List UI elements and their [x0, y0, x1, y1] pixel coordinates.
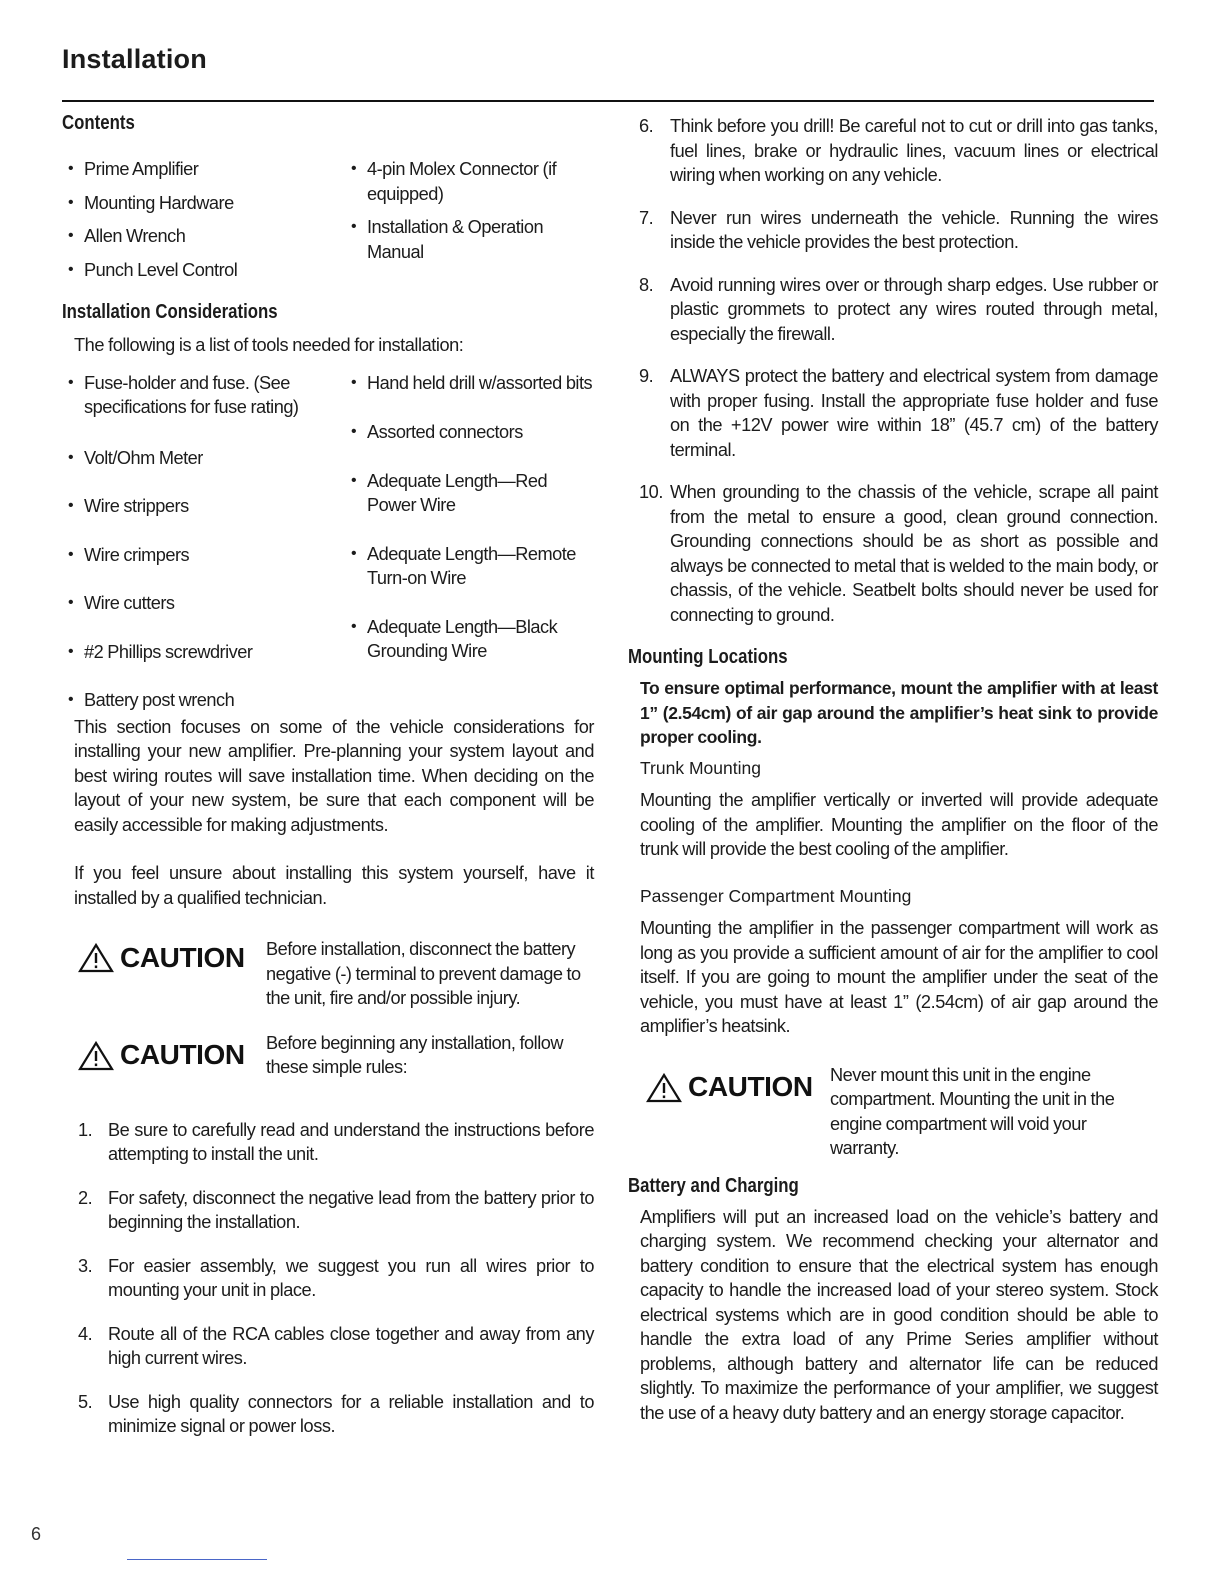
considerations-heading: Installation Considerations	[62, 301, 278, 323]
list-item: • Wire crimpers	[62, 543, 337, 568]
list-item: • Adequate Length—Remote Turn-on Wire	[345, 542, 595, 591]
trunk-mounting-heading: Trunk Mounting	[640, 757, 761, 778]
list-number: 5.	[78, 1391, 93, 1412]
considerations-paragraph-1: This section focuses on some of the vehicle considerations for installing your new amplifier. Pre-planning your system layout and best wiring routes will save installation time. When deciding on the layout of your new system, be sure that each component will be easily accessible for making adjustments.	[74, 716, 594, 835]
list-item: • Punch Level Control	[62, 258, 337, 283]
contents-heading: Contents	[62, 112, 135, 134]
list-item-text: For safety, disconnect the negative lead from the battery prior to beginning the installation.	[108, 1187, 594, 1232]
list-number: 3.	[78, 1255, 93, 1276]
title-divider	[62, 100, 1154, 102]
caution-box-3	[628, 1063, 1158, 1161]
list-item	[62, 1186, 594, 1235]
warning-triangle-icon	[78, 943, 114, 973]
list-item: • Mounting Hardware	[62, 191, 337, 216]
list-number: 6.	[639, 116, 654, 136]
list-item: • Assorted connectors	[345, 420, 595, 445]
list-item: • Battery post wrench	[62, 688, 337, 713]
list-item: • Volt/Ohm Meter	[62, 446, 337, 471]
page-title: Installation	[62, 44, 207, 74]
mounting-heading: Mounting Locations	[628, 646, 788, 668]
list-item-text: Think before you drill! Be careful not to cut or drill into gas tanks, fuel lines, brake or hydraulic lines, vacuum lines or electrical wiring when working on any vehicle.	[670, 116, 1158, 185]
caution-text: Never mount this unit in the engine compartment. Mounting the unit in the engine compartment will void your warranty.	[830, 1064, 1115, 1158]
caution-box-2	[62, 1031, 594, 1080]
list-item: • Wire cutters	[62, 591, 337, 616]
caution-text: Before beginning any installation, follow these simple rules:	[266, 1032, 563, 1077]
footer-rule	[127, 1559, 267, 1560]
caution-label: CAUTION	[120, 941, 245, 973]
caution-badge	[78, 1041, 266, 1071]
list-item	[628, 480, 1158, 627]
tools-col-1	[62, 371, 337, 713]
list-item-text: When grounding to the chassis of the vehicle, scrape all paint from the metal to ensure a good, clean ground connection. Grounding connections should be as short as possible and always be connected to metal that is welded to the main body, or chassis, of the vehicle. Seatbelt bolts should never be used for connecting to ground.	[670, 482, 1158, 625]
right-column	[628, 110, 1158, 1425]
list-number: 4.	[78, 1323, 93, 1344]
list-number: 1.	[78, 1119, 93, 1140]
passenger-mounting-text: Mounting the amplifier in the passenger compartment will work as long as you provide a sufficient amount of air for the amplifier to cool itself. If you are going to mount the amplifier under the seat of the vehicle, you must have at least 1” (2.54cm) of air gap around the amplifier’s heatsink.	[640, 918, 1158, 1036]
list-item	[628, 114, 1158, 188]
tools-col-2	[345, 371, 595, 713]
contents-col-1	[62, 157, 337, 282]
mounting-lead: To ensure optimal performance, mount the amplifier with at least 1” (2.54cm) of air gap around the amplifier’s heat sink to provide proper cooling.	[640, 678, 1158, 747]
list-number: 10.	[639, 482, 663, 502]
caution-badge	[646, 1073, 830, 1103]
caution-label: CAUTION	[688, 1071, 813, 1103]
list-item: • Prime Amplifier	[62, 157, 337, 182]
list-item	[62, 1322, 594, 1371]
considerations-paragraph-2: If you feel unsure about installing this system yourself, have it installed by a qualified technician.	[74, 863, 594, 908]
list-item-text: Avoid running wires over or through sharp edges. Use rubber or plastic grommets to protect any wires routed through metal, especially the firewall.	[670, 274, 1158, 344]
list-item-text: For easier assembly, we suggest you run all wires prior to mounting your unit in place.	[108, 1255, 594, 1300]
list-item-text: Never run wires underneath the vehicle. Running the wires inside the vehicle provides the best protection.	[670, 207, 1158, 252]
list-item: • Installation & Operation Manual	[345, 215, 595, 264]
list-item	[62, 1118, 594, 1167]
caution-box-1	[62, 937, 594, 1011]
left-column	[62, 110, 594, 1439]
list-item-text: ALWAYS protect the battery and electrical system from damage with proper fusing. Install the appropriate fuse holder and fuse on the +12V power wire within 18” (45.7 cm) of the battery terminal.	[670, 366, 1158, 460]
passenger-mounting-heading: Passenger Compartment Mounting	[640, 885, 912, 906]
contents-list	[62, 157, 594, 282]
list-item: • 4-pin Molex Connector (if equipped)	[345, 157, 595, 206]
list-item-text: Use high quality connectors for a reliable installation and to minimize signal or power loss.	[108, 1391, 594, 1436]
list-item	[628, 273, 1158, 347]
warning-triangle-icon	[78, 1041, 114, 1071]
list-item-text: Be sure to carefully read and understand the instructions before attempting to install the unit.	[108, 1119, 594, 1164]
list-number: 7.	[639, 207, 654, 228]
rules-list	[62, 1118, 594, 1439]
list-item	[62, 1390, 594, 1439]
list-item	[62, 1254, 594, 1303]
rules-list-continued	[628, 114, 1158, 627]
list-item: • Adequate Length—Black Grounding Wire	[345, 615, 595, 664]
contents-col-2	[345, 157, 595, 282]
list-item: • Adequate Length—Red Power Wire	[345, 469, 595, 518]
page-number: 6	[31, 1524, 42, 1544]
list-item-text: Route all of the RCA cables close together and away from any high current wires.	[108, 1323, 594, 1368]
list-number: 2.	[78, 1187, 93, 1208]
list-item	[628, 364, 1158, 462]
tools-list	[62, 371, 594, 713]
warning-triangle-icon	[646, 1073, 682, 1103]
caution-text: Before installation, disconnect the battery negative (-) terminal to prevent damage to the unit, fire and/or possible injury.	[266, 939, 581, 1008]
caution-label: CAUTION	[120, 1039, 245, 1071]
list-number: 8.	[639, 274, 654, 295]
list-item: • Wire strippers	[62, 494, 337, 519]
list-item: • #2 Phillips screwdriver	[62, 640, 337, 665]
list-item: • Allen Wrench	[62, 224, 337, 249]
list-number: 9.	[639, 366, 654, 386]
battery-text: Amplifiers will put an increased load on the vehicle’s battery and charging system. We recommend checking your alternator and battery condition to ensure that the electrical system has enough capacity to handle the increased load of your stereo system. Stock electrical systems which are in good condition should be able to handle the extra load of any Prime Series amplifier without problems, although battery and alternator life can be reduced slightly. To maximize the performance of your amplifier, we suggest the use of a heavy duty battery and an energy storage capacitor.	[640, 1206, 1158, 1423]
list-item	[628, 206, 1158, 255]
considerations-intro: The following is a list of tools needed for installation:	[74, 335, 464, 355]
list-item: • Fuse-holder and fuse. (See specifications for fuse rating)	[62, 371, 337, 420]
battery-heading: Battery and Charging	[628, 1174, 799, 1197]
caution-badge	[78, 943, 266, 973]
trunk-mounting-text: Mounting the amplifier vertically or inverted will provide adequate cooling of the amplifier. Mounting the amplifier on the floor of the trunk will provide the best cooling of the amplifier.	[640, 790, 1158, 859]
list-item: • Hand held drill w/assorted bits	[345, 371, 595, 396]
